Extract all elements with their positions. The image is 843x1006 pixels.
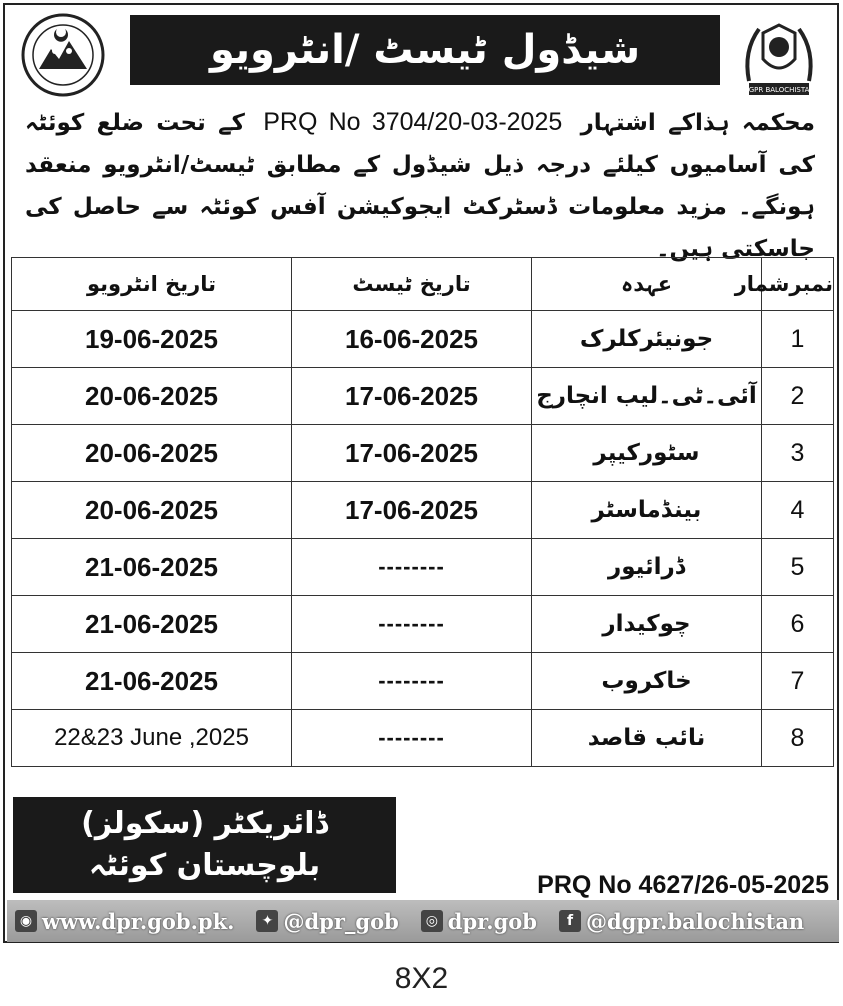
page-title: شیڈول ٹیسٹ /انٹرویو (130, 15, 720, 85)
table-header-row (12, 258, 834, 311)
footer-bar (7, 900, 839, 942)
interview-date: 22&23 June ,2025 (12, 710, 292, 767)
interview-date: 21-06-2025 (12, 653, 292, 710)
serial-number: 3 (762, 425, 834, 482)
instagram-icon: ◎ (421, 910, 443, 932)
serial-number: 6 (762, 596, 834, 653)
post-name: سٹورکیپر (532, 425, 762, 482)
signature-location: بلوچستان کوئٹہ (88, 848, 321, 883)
test-date: 16-06-2025 (292, 311, 532, 368)
header-interview-date: تاریخ انٹرویو (12, 258, 292, 311)
test-date: 17-06-2025 (292, 425, 532, 482)
table-row (12, 311, 834, 368)
intro-text-start: محکمہ ہذاکے اشتہار (580, 110, 815, 136)
serial-number: 2 (762, 368, 834, 425)
table-row (12, 482, 834, 539)
post-name: چوکیدار (532, 596, 762, 653)
test-date: -------- (292, 653, 532, 710)
facebook-handle: @dgpr.balochistan (586, 908, 805, 934)
twitter-handle: @dpr_gob (283, 908, 399, 934)
test-date: -------- (292, 710, 532, 767)
intro-paragraph (25, 101, 815, 270)
signature-block (13, 797, 396, 893)
svg-text:DGPR BALOCHISTAN: DGPR BALOCHISTAN (743, 86, 815, 94)
education-department-logo (19, 11, 107, 99)
table-row (12, 539, 834, 596)
signature-designation: ڈائریکٹر (سکولز) (81, 806, 328, 841)
interview-date: 20-06-2025 (12, 425, 292, 482)
advertisement (3, 3, 839, 943)
header-serial-number: نمبرشمار (762, 258, 834, 311)
post-name: آئی۔ٹی۔لیب انچارج (532, 368, 762, 425)
post-name: جونیئرکلرک (532, 311, 762, 368)
instagram-link[interactable] (421, 909, 537, 934)
serial-number: 7 (762, 653, 834, 710)
serial-number: 8 (762, 710, 834, 767)
post-name: بینڈماسٹر (532, 482, 762, 539)
interview-date: 20-06-2025 (12, 368, 292, 425)
website-text: www.dpr.gob.pk. (42, 908, 235, 934)
test-date: 17-06-2025 (292, 368, 532, 425)
table-row (12, 596, 834, 653)
test-date: -------- (292, 596, 532, 653)
post-name: خاکروب (532, 653, 762, 710)
reference-number: PRQ No 3704/20-03-2025 (263, 108, 563, 136)
ad-size-label: 8X2 (394, 962, 449, 995)
serial-number: 1 (762, 311, 834, 368)
interview-date: 20-06-2025 (12, 482, 292, 539)
interview-date: 21-06-2025 (12, 596, 292, 653)
facebook-link[interactable] (559, 909, 804, 934)
intro-text-end: کے تحت ضلع کوئٹہ کی آسامیوں کیلئے درجہ ذیل شیڈول کے مطابق ٹیسٹ/انٹرویو منعقد ہونگے۔ مزید معلومات ڈسٹرکٹ ایجوکیشن آفس کوئٹہ سے حاصل کی جاسکتی ہیں۔ (25, 110, 815, 262)
facebook-icon: f (559, 910, 581, 932)
serial-number: 4 (762, 482, 834, 539)
serial-number: 5 (762, 539, 834, 596)
twitter-icon: ✦ (256, 910, 278, 932)
post-name: ڈرائیور (532, 539, 762, 596)
table-row (12, 368, 834, 425)
post-name: نائب قاصد (532, 710, 762, 767)
website-link[interactable] (15, 909, 234, 934)
table-row (12, 710, 834, 767)
prq-reference: PRQ No 4627/26-05-2025 (537, 871, 829, 899)
schedule-table (11, 257, 834, 767)
globe-icon: ◉ (15, 910, 37, 932)
test-date: -------- (292, 539, 532, 596)
header-test-date: تاریخ ٹیسٹ (292, 258, 532, 311)
table-row (12, 653, 834, 710)
table-row (12, 425, 834, 482)
instagram-handle: dpr.gob (447, 908, 537, 934)
test-date: 17-06-2025 (292, 482, 532, 539)
header-post: عہدہ (532, 258, 762, 311)
interview-date: 19-06-2025 (12, 311, 292, 368)
dgpr-logo (735, 11, 823, 99)
interview-date: 21-06-2025 (12, 539, 292, 596)
twitter-link[interactable] (256, 909, 398, 934)
